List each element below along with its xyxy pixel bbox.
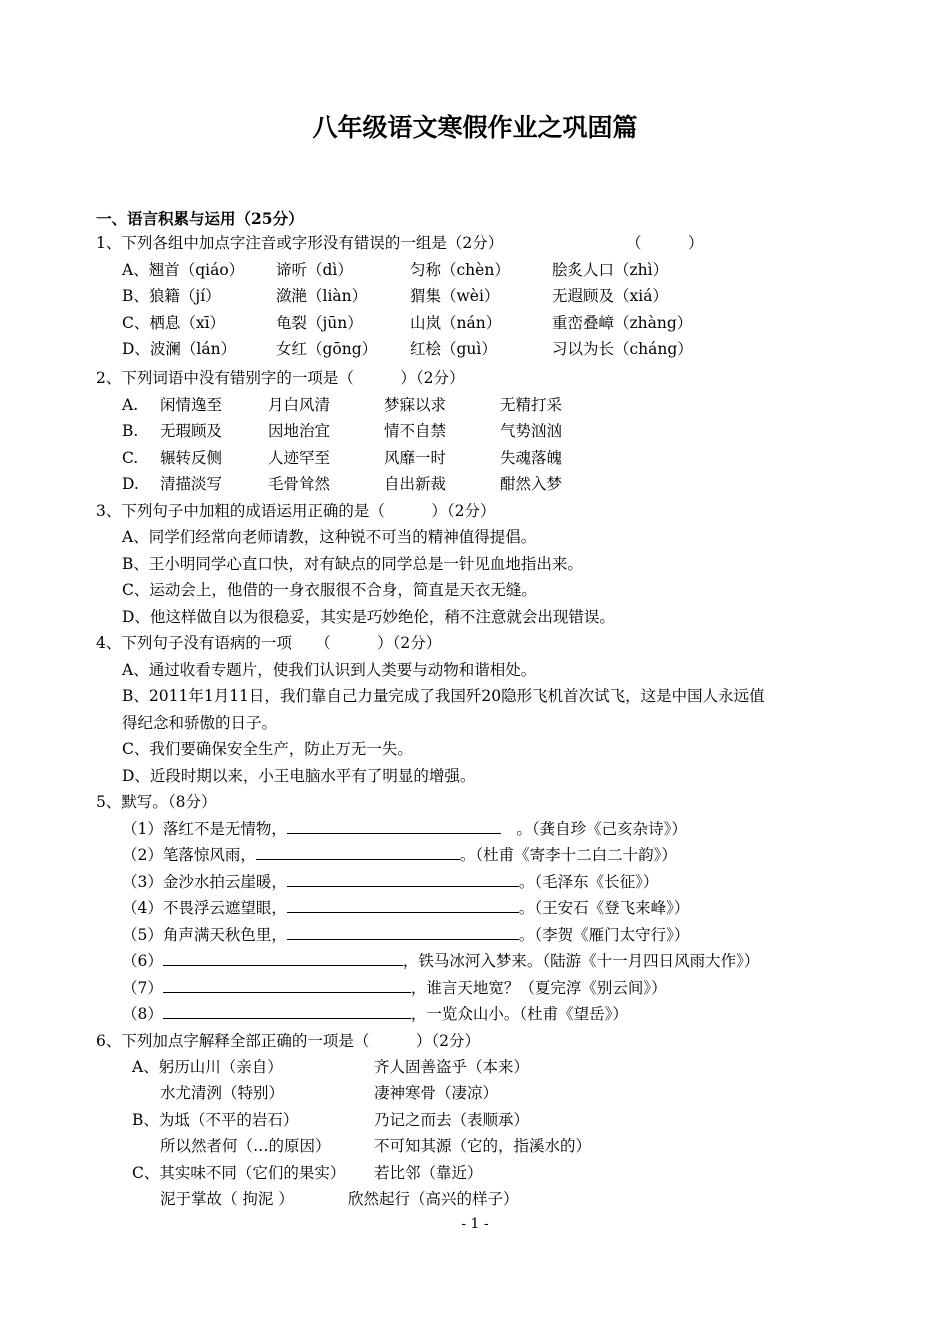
q2-b-1: 无瑕顾及 xyxy=(160,422,223,440)
q1-option-b-1: B、狼籍（jí） xyxy=(122,287,221,305)
q2-b-3: 情不自禁 xyxy=(384,422,447,440)
q5-stem: 5、默写。（8分） xyxy=(96,793,217,811)
q1-option-c-2: 龟裂（jūn） xyxy=(276,314,363,332)
q3-option-a: A、同学们经常向老师请教，这种锐不可当的精神值得提倡。 xyxy=(122,528,537,546)
q5-item-7-blank[interactable] xyxy=(163,978,411,993)
q5-item-5-blank[interactable] xyxy=(287,925,519,940)
q1-option-d-2: 女红（gōng） xyxy=(276,340,378,358)
q1-option-c-3: 山岚（nán） xyxy=(410,314,502,332)
page-title: 八年级语文寒假作业之巩固篇 xyxy=(312,113,638,142)
q1-option-b-2: 潋滟（liàn） xyxy=(276,287,368,305)
q2-d-2: 毛骨耸然 xyxy=(268,475,331,493)
q2-label-b: B. xyxy=(122,422,139,440)
q2-stem: 2、下列词语中没有错别字的一项是（ ）（2分） xyxy=(96,369,465,387)
q1-option-d-3: 红桧（guì） xyxy=(410,340,497,358)
q2-label-c: C. xyxy=(122,449,139,467)
q2-c-4: 失魂落魄 xyxy=(500,449,563,467)
q5-item-6-prompt: （6） xyxy=(122,952,163,970)
q4-stem: 4、下列句子没有语病的一项 （ ）（2分） xyxy=(96,634,442,652)
q3-option-b: B、王小明同学心直口快，对有缺点的同学总是一针见血地指出来。 xyxy=(122,555,583,573)
q5-item-6 xyxy=(122,951,759,971)
q5-item-3 xyxy=(122,872,658,892)
q1-option-a-4: 脍炙人口（zhì） xyxy=(552,261,669,279)
q1-option-c-4: 重峦叠嶂（zhàng） xyxy=(552,314,693,332)
q2-a-1: 闲情逸至 xyxy=(160,396,223,414)
q2-c-2: 人迹罕至 xyxy=(268,449,331,467)
q2-a-2: 月白风清 xyxy=(268,396,331,414)
q2-b-4: 气势汹汹 xyxy=(500,422,563,440)
q1-option-a-2: 谛听（dì） xyxy=(276,261,353,279)
q6-c-3: 泥于掌故（ 拘泥 ） xyxy=(160,1190,294,1208)
q5-item-5 xyxy=(122,925,689,945)
section-heading: 一、语言积累与运用（25分） xyxy=(96,209,304,228)
q2-label-a: A. xyxy=(122,396,139,414)
q2-c-3: 风靡一时 xyxy=(384,449,447,467)
q5-item-2 xyxy=(122,845,677,865)
q5-item-4-prompt: （4）不畏浮云遮望眼， xyxy=(122,899,287,917)
q5-item-7 xyxy=(122,978,667,998)
q5-item-3-source: 。（毛泽东《长征》） xyxy=(518,873,659,891)
q6-b-4: 不可知其源（它的，指溪水的） xyxy=(374,1137,592,1155)
q6-b-3: 所以然者何（…的原因） xyxy=(160,1137,331,1155)
q6-a-1: A、躬历山川（亲自） xyxy=(132,1058,283,1076)
q2-b-2: 因地治宜 xyxy=(268,422,331,440)
q6-a-4: 凄神寒骨（凄凉） xyxy=(374,1084,499,1102)
q5-item-2-blank[interactable] xyxy=(256,845,460,860)
q5-item-6-source: ，铁马冰河入梦来。（陆游《十一月四日风雨大作》） xyxy=(402,952,760,970)
q5-item-2-source: 。（杜甫《寄李十二白二十韵》） xyxy=(459,846,677,864)
q4-option-d: D、近段时期以来，小王电脑水平有了明显的增强。 xyxy=(122,767,476,785)
q2-d-1: 清描淡写 xyxy=(160,475,223,493)
q5-item-1 xyxy=(122,819,687,839)
q1-stem: 1、下列各组中加点字注音或字形没有错误的一组是（2分） xyxy=(96,234,504,252)
q6-stem: 6、下列加点字解释全部正确的一项是（ ）（2分） xyxy=(96,1032,480,1050)
q5-item-8-prompt: （8） xyxy=(122,1005,163,1023)
q5-item-5-prompt: （5）角声满天秋色里， xyxy=(122,926,287,944)
q5-item-5-source: 。（李贺《雁门太守行》） xyxy=(518,926,690,944)
q5-item-4-source: 。（王安石《登飞来峰》） xyxy=(518,899,690,917)
q5-item-4 xyxy=(122,898,689,918)
q2-d-3: 自出新裁 xyxy=(384,475,447,493)
q2-a-3: 梦寐以求 xyxy=(384,396,447,414)
q6-b-1: B、为坻（不平的岩石） xyxy=(132,1111,299,1129)
q1-option-d-1: D、波澜（lán） xyxy=(122,340,237,358)
q5-item-7-prompt: （7） xyxy=(122,979,163,997)
q3-stem: 3、下列句子中加粗的成语运用正确的是（ ）（2分） xyxy=(96,502,496,520)
q6-c-1: C、其实味不同（它们的果实） xyxy=(132,1164,346,1182)
q4-option-c: C、我们要确保安全生产，防止万无一失。 xyxy=(122,740,413,758)
q1-option-a-3: 匀称（chèn） xyxy=(410,261,510,279)
q2-label-d: D. xyxy=(122,475,139,493)
q5-item-1-prompt: （1）落红不是无情物， xyxy=(122,820,287,838)
q1-answer-paren: （ ） xyxy=(626,234,704,252)
q5-item-3-blank[interactable] xyxy=(287,872,519,887)
q4-option-b: B、2011年1月11日，我们靠自己力量完成了我国歼20隐形飞机首次试飞，这是中国人永远值 xyxy=(122,687,765,705)
q2-a-4: 无精打采 xyxy=(500,396,563,414)
q6-c-2: 若比邻（靠近） xyxy=(374,1164,483,1182)
q6-a-2: 齐人固善盗乎（本来） xyxy=(374,1058,530,1076)
q5-item-1-blank[interactable] xyxy=(287,819,501,834)
q5-item-8 xyxy=(122,1004,628,1024)
q3-option-d: D、他这样做自以为很稳妥，其实是巧妙绝伦，稍不注意就会出现错误。 xyxy=(122,608,615,626)
q6-a-3: 水尤清洌（特别） xyxy=(160,1084,285,1102)
q2-c-1: 辗转反侧 xyxy=(160,449,223,467)
q5-item-4-blank[interactable] xyxy=(287,898,519,913)
q5-item-6-blank[interactable] xyxy=(163,951,403,966)
q5-item-3-prompt: （3）金沙水拍云崖暖， xyxy=(122,873,287,891)
q5-item-2-prompt: （2）笔落惊风雨， xyxy=(122,846,256,864)
q5-item-8-source: ，一览众山小。（杜甫《望岳》） xyxy=(410,1005,628,1023)
q1-option-b-3: 猬集（wèi） xyxy=(410,287,500,305)
q5-item-1-source: 。（龚自珍《己亥杂诗》） xyxy=(500,820,687,838)
q1-option-a-1: A、翘首（qiáo） xyxy=(122,261,245,279)
q1-option-b-4: 无遐顾及（xiá） xyxy=(552,287,668,305)
page-number: - 1 - xyxy=(461,1216,489,1232)
q5-item-8-blank[interactable] xyxy=(163,1004,411,1019)
q5-item-7-source: ，谁言天地宽？（夏完淳《别云间》） xyxy=(410,979,667,997)
q4-option-a: A、通过收看专题片，使我们认识到人类要与动物和谐相处。 xyxy=(122,661,537,679)
q3-option-c: C、运动会上，他借的一身衣服很不合身，简直是天衣无缝。 xyxy=(122,581,537,599)
q1-option-c-1: C、栖息（xī） xyxy=(122,314,226,332)
q2-d-4: 酣然入梦 xyxy=(500,475,563,493)
q6-c-4: 欣然起行（高兴的样子） xyxy=(348,1190,519,1208)
q6-b-2: 乃记之而去（表顺承） xyxy=(374,1111,530,1129)
q4-option-b-cont: 得纪念和骄傲的日子。 xyxy=(122,714,278,732)
q1-option-d-4: 习以为长（cháng） xyxy=(552,340,693,358)
